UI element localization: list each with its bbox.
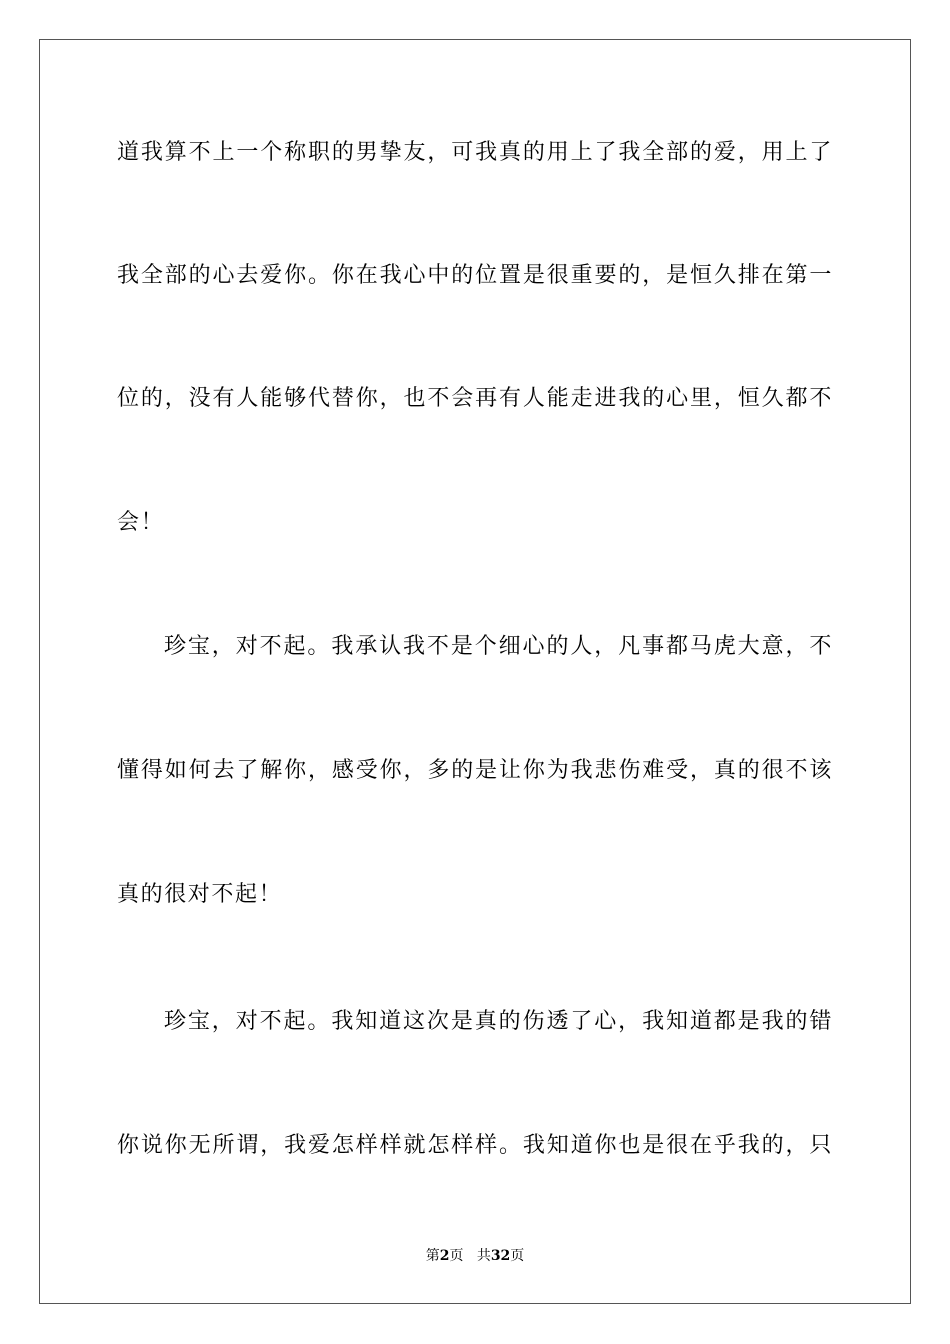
page-border (39, 39, 911, 1304)
page-prefix: 第 (425, 1248, 440, 1264)
page-number: 2 (439, 1248, 450, 1264)
paragraph-first-line: 珍宝，对不起。我知道这次是真的伤透了心，我知道都是我的错 (164, 1009, 833, 1034)
body-text-line: 懂得如何去了解你，感受你，多的是让你为我悲伤难受，真的很不该 (117, 758, 833, 783)
body-text-line: 会！ (117, 510, 165, 535)
paragraph-first-line: 珍宝，对不起。我承认我不是个细心的人，凡事都马虎大意，不 (164, 634, 833, 659)
body-text-line: 你说你无所谓，我爱怎样样就怎样样。我知道你也是很在乎我的，只 (117, 1133, 833, 1158)
body-text-line: 位的，没有人能够代替你，也不会再有人能走进我的心里，恒久都不 (117, 386, 833, 411)
body-text-line: 真的很对不起！ (117, 882, 283, 907)
total-suffix: 页 (510, 1248, 525, 1264)
body-text-line: 道我算不上一个称职的男挚友，可我真的用上了我全部的爱，用上了 (117, 140, 833, 165)
body-text-line: 我全部的心去爱你。你在我心中的位置是很重要的，是恒久排在第一 (117, 263, 833, 288)
page-suffix: 页 (449, 1248, 464, 1264)
total-prefix: 共 (476, 1248, 491, 1264)
total-pages: 32 (490, 1248, 511, 1264)
page-footer (0, 1246, 950, 1266)
